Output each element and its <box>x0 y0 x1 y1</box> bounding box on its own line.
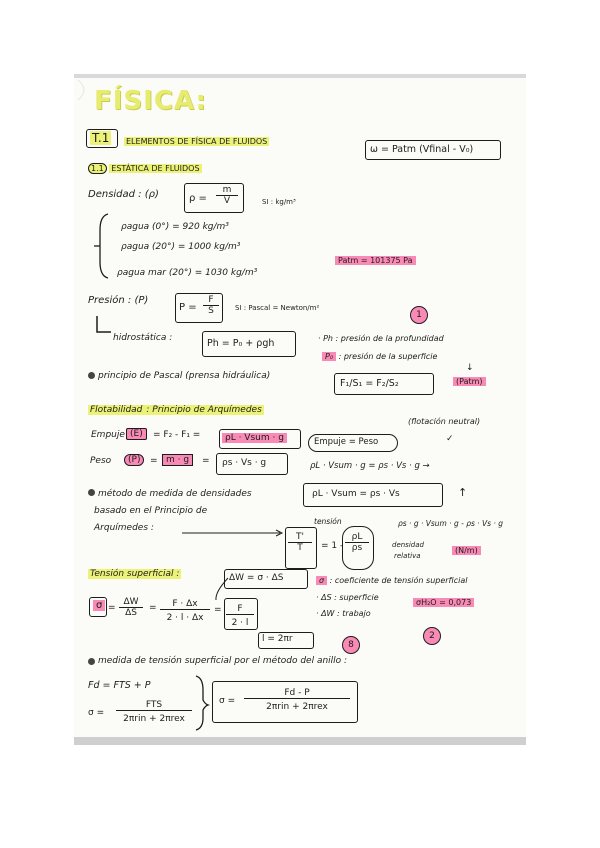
anillo-sigma-frac: FTS 2πrin + 2πrex <box>116 700 192 724</box>
peso-eq-2: = <box>202 456 210 466</box>
anillo-label: medida de tensión superficial por el método del anillo : <box>98 656 348 666</box>
empuje-formula: ρL · Vsum · g <box>222 433 287 444</box>
peso-eq: = <box>150 456 158 466</box>
sigma-frac-1: $\frac{\Delta W}{\Delta S}$ <box>119 597 143 618</box>
unit-title: ELEMENTOS DE FÍSICA DE FLUIDOS <box>126 137 268 146</box>
tension-formula: ΔW = σ · ΔS <box>229 573 284 583</box>
section-heading: 1.1 ESTÁTICA DE FLUIDOS <box>88 163 202 174</box>
empuje-peso-chain: ρL · Vsum · g = ρs · Vs · g → <box>310 461 430 471</box>
sigma-eq-3: = <box>214 605 222 615</box>
check-mark: ✓ <box>446 434 454 444</box>
ratio-mid: = 1 - <box>321 541 344 551</box>
tension-note: tensión <box>314 517 342 526</box>
sigma-water: σH₂O = 0,073 <box>413 597 474 608</box>
empuje-peso: Empuje = Peso <box>314 437 379 447</box>
empuje-symbol: (E) <box>126 429 147 440</box>
densidad-si: SI : kg/m³ <box>262 198 296 206</box>
pascal-formula: F₁/S₁ = F₂/S₂ <box>340 378 399 389</box>
patm-arrow: ↓ <box>466 363 474 373</box>
page-title: FÍSICA: <box>94 86 207 116</box>
densidad-brace <box>100 214 108 278</box>
densidad-formula-lhs: ρ = <box>189 193 207 204</box>
presion-note-1: · Ph : presión de la profundidad <box>318 334 444 343</box>
sigma-definition: σ : coeficiente de tensión superficial <box>316 575 467 586</box>
l-equation: l = 2πr <box>262 634 293 644</box>
unit-tag: (N/m) <box>452 545 481 556</box>
ds-definition: · ΔS : superficie <box>316 593 379 602</box>
metodo-line-3: Arquímedes : <box>94 523 154 533</box>
densidad-item-1: ρagua (0°) = 920 kg/m³ <box>121 222 229 232</box>
tension-label: Tensión superficial : <box>90 569 180 579</box>
density-note-2: relativa <box>394 552 421 560</box>
unit-number: T.1 <box>92 131 110 145</box>
peso-label: Peso <box>90 456 112 466</box>
dw-definition: · ΔW : trabajo <box>316 609 371 618</box>
flotabilidad-label: Flotabilidad : Principio de Arquímedes <box>90 405 262 415</box>
densidad-item-3: ρagua mar (20°) = 1030 kg/m³ <box>117 268 258 278</box>
density-note-1: densidad <box>392 541 424 549</box>
peso-symbol: (P) <box>124 455 144 466</box>
page-curl <box>78 80 84 100</box>
pascal-label: principio de Pascal (prensa hidráulica) <box>98 371 271 381</box>
anillo-brace <box>196 676 208 730</box>
presion-si: SI : Pascal = Newton/m² <box>235 304 320 312</box>
sigma-frac-3: $\frac{F}{2 \cdot l}$ <box>226 604 254 628</box>
metodo-line-2: basado en el Principio de <box>94 506 208 516</box>
anillo-box-lhs: σ = <box>219 696 236 706</box>
presion-note-2: P₀ : presión de la superficie <box>322 351 437 362</box>
anillo-fd: Fd = FTS + P <box>88 680 151 691</box>
peso-mg: m · g <box>162 455 193 466</box>
presion-bracket <box>97 316 111 332</box>
presion-label: Presión : (P) <box>88 295 149 306</box>
empuje-eq: = F₂ - F₁ = <box>153 430 201 440</box>
densidad-item-2: ρagua (20°) = 1000 kg/m³ <box>121 242 241 252</box>
sigma-frac-2: $\frac{F \cdot \Delta x}{2 \cdot l \cdot \Delta x}$ <box>160 599 210 623</box>
up-arrow: ↑ <box>458 486 468 499</box>
sigma-eq-2: = <box>149 603 157 613</box>
work-formula: ω = Patm (Vfinal - V₀) <box>370 144 474 155</box>
metodo-boxed-eq: ρL · Vsum = ρs · Vs <box>312 489 400 499</box>
badge-2: 2 <box>423 627 441 645</box>
hidrostatica-label: hidrostática : <box>113 333 173 343</box>
patm-tag: (Patm) <box>453 376 486 387</box>
tension-arrow <box>216 578 228 600</box>
metodo-line-1: método de medida de densidades <box>98 489 252 499</box>
tension-ratio: $\frac{T'}{T}$ <box>288 532 312 553</box>
density-ratio: $\frac{\rho L}{\rho s}$ <box>345 532 369 553</box>
densidad-label: Densidad : (ρ) <box>88 189 159 200</box>
badge-1: 1 <box>410 306 428 324</box>
flotacion-neutral: (flotación neutral) <box>408 417 481 426</box>
patm-value: Patm = 101375 Pa <box>335 255 416 266</box>
badge-8: 8 <box>342 636 360 654</box>
sigma-eq-1: = <box>108 603 116 613</box>
sigma-lhs: σ <box>93 600 105 611</box>
anillo-sigma-lhs: σ = <box>88 708 105 718</box>
anillo-box-frac: Fd - P 2πrin + 2πrex <box>244 688 350 712</box>
presion-formula-lhs: P = <box>179 302 197 313</box>
densidad-fraction: $\frac{m}{V}$ <box>216 185 238 206</box>
peso-formula: ρs · Vs · g <box>222 458 267 468</box>
hidrostatica-formula: Ph = P₀ + ρgh <box>207 338 275 349</box>
presion-fraction: $\frac{F}{S}$ <box>203 295 219 316</box>
side-equation: ρs · g · Vsum · g - ρs · Vs · g <box>398 519 503 528</box>
empuje-label: Empuje <box>91 430 125 440</box>
